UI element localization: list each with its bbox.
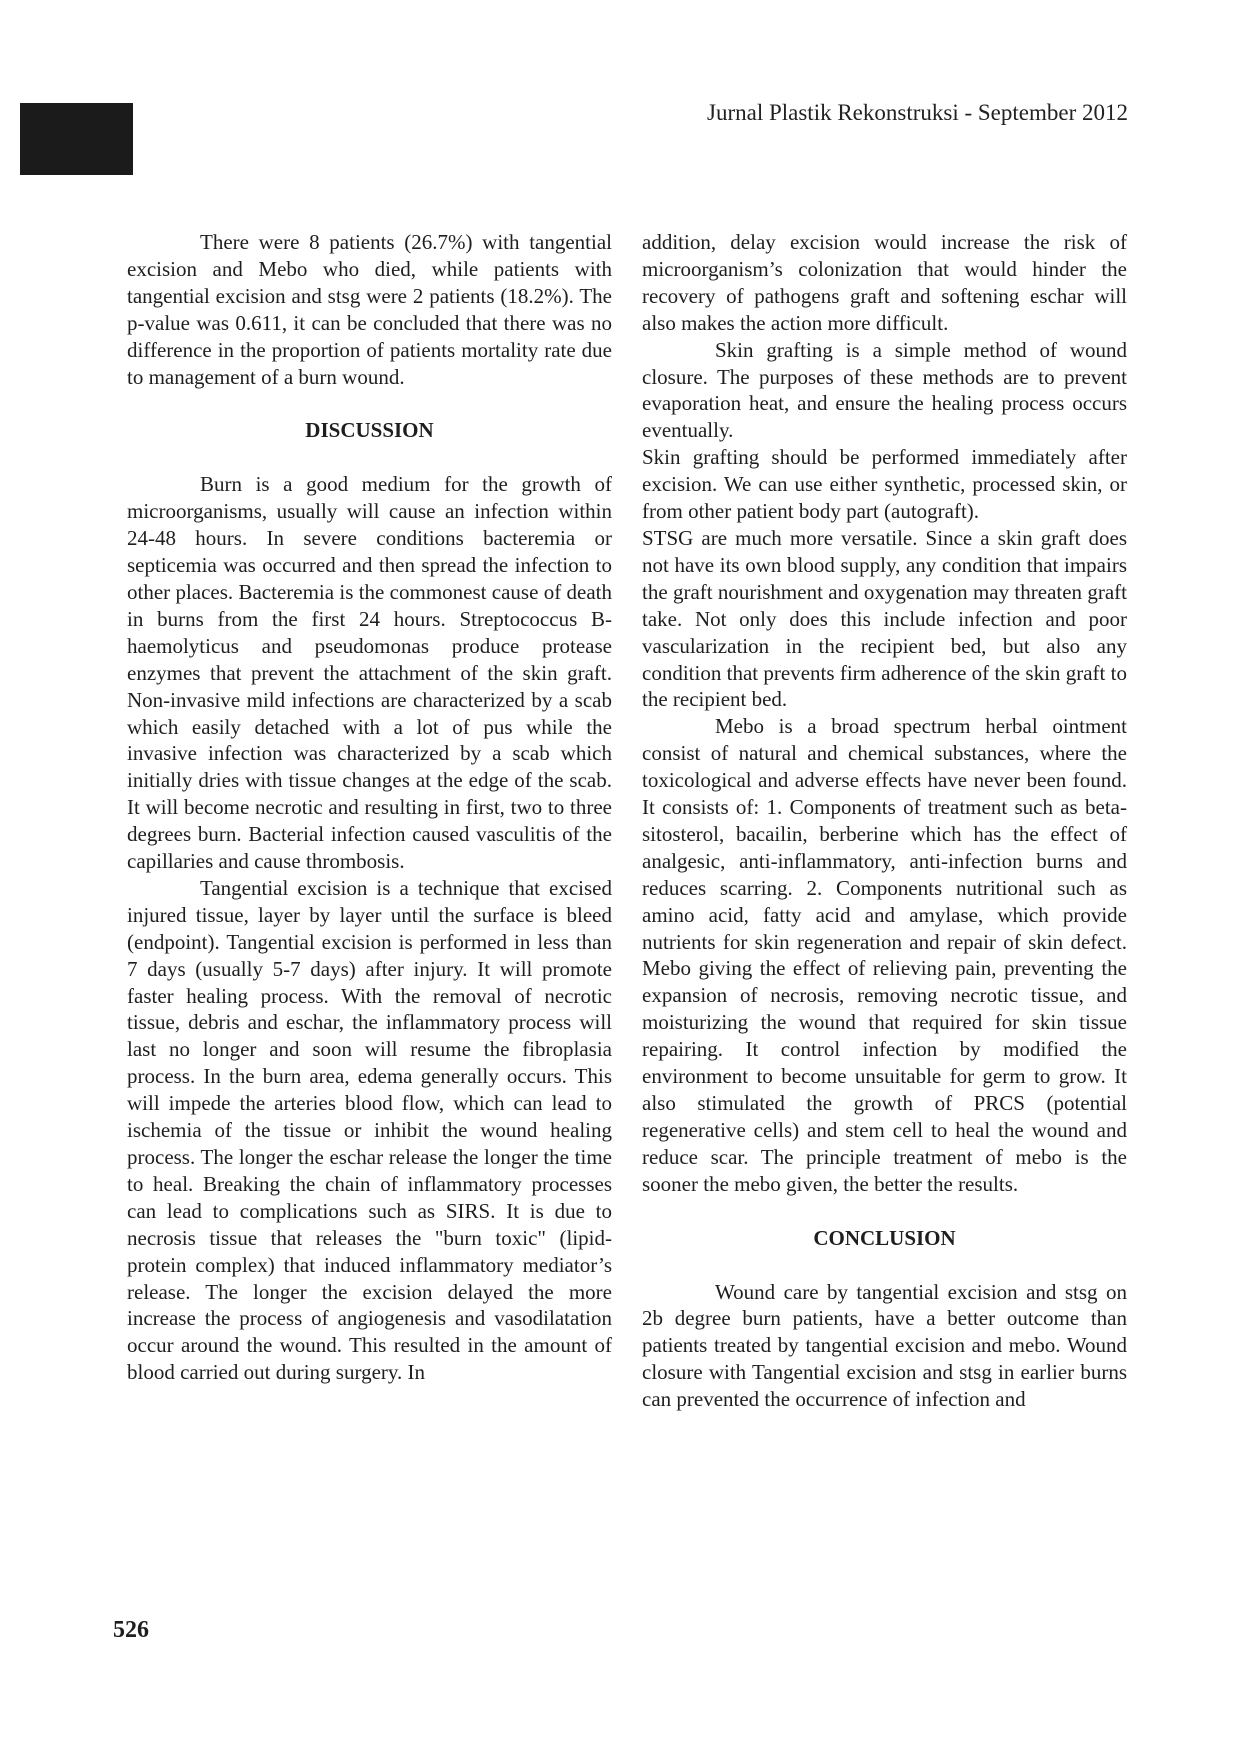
- black-page-tab: [20, 103, 133, 175]
- paragraph: STSG are much more versatile. Since a skin graft does not have its own blood supply, any condition that impairs the graft nourishment and oxygenation may threaten graft take. Not only does this include infection and poor vascularization in the recipient bed, but also any condition that prevents firm adherence of the skin graft to the recipient bed.: [642, 525, 1127, 712]
- paragraph: Tangential excision is a technique that excised injured tissue, layer by layer until the surface is bleed (endpoint). Tangential excision is performed in less than 7 days (usually 5-7 days) after injury. It will promote faster healing process. With the removal of necrotic tissue, debris and eschar, the inflammatory process will last no longer and soon will resume the fibroplasia process. In the burn area, edema generally occurs. This will impede the arteries blood flow, which can lead to ischemia of the tissue or inhibit the wound healing process. The longer the eschar release the longer the time to heal. Breaking the chain of inflammatory processes can lead to complications such as SIRS. It is due to necrosis tissue that releases the "burn toxic" (lipid-protein complex) that induced inflammatory mediator’s release. The longer the excision delayed the more increase the process of angiogenesis and vasodilatation occur around the wound. This resulted in the amount of blood carried out during surgery. In: [127, 875, 612, 1385]
- paragraph: Skin grafting should be performed immediately after excision. We can use either synthetic, processed skin, or from other patient body part (autograft).: [642, 445, 1127, 524]
- paragraph: There were 8 patients (26.7%) with tangential excision and Mebo who died, while patients with tangential excision and stsg were 2 patients (18.2%). The p-value was 0.611, it can be concluded that there was no difference in the proportion of patients mortality rate due to management of a burn wound.: [127, 230, 612, 389]
- discussion-heading: DISCUSSION: [305, 418, 434, 443]
- page-number: 526: [113, 1617, 149, 1643]
- paragraph: Mebo is a broad spectrum herbal ointment consist of natural and chemical substances, where the toxicological and adverse effects have never been found. It consists of: 1. Components of treatment such as beta-sitosterol, bacailin, berberine which has the effect of analgesic, anti-inflammatory, anti-infection burns and reduces scarring. 2. Components nutritional such as amino acid, fatty acid and amylase, which provide nutrients for skin regeneration and repair of skin defect. Mebo giving the effect of relieving pain, preventing the expansion of necrosis, removing necrotic tissue, and moisturizing the wound that required for skin tissue repairing. It control infection by modified the environment to become unsuitable for germ to grow. It also stimulated the growth of PRCS (potential regenerative cells) and stem cell to heal the wound and reduce scar. The principle treatment of mebo is the sooner the mebo given, the better the results.: [642, 714, 1127, 1196]
- paragraph: Burn is a good medium for the growth of microorganisms, usually will cause an infection within 24-48 hours. In severe conditions bacteremia or septicemia was occurred and then spread the infection to other places. Bacteremia is the commonest cause of death in burns from the first 24 hours. Streptococcus B-haemolyticus and pseudomonas produce protease enzymes that prevent the attachment of the skin graft. Non-invasive mild infections are characterized by a scab which easily detached with a lot of pus while the invasive infection was characterized by a scab which initially dries with tissue changes at the edge of the scab. It will become necrotic and resulting in first, two to three degrees burn. Bacterial infection caused vasculitis of the capillaries and cause thrombosis.: [127, 472, 612, 874]
- left-column: [127, 229, 612, 1386]
- journal-header: Jurnal Plastik Rekonstruksi - September 2012: [707, 100, 1128, 125]
- paragraph: Wound care by tangential excision and stsg on 2b degree burn patients, have a better outcome than patients treated by tangential excision and mebo. Wound closure with Tangential excision and stsg in earlier burns can prevented the occurrence of infection and: [642, 1279, 1127, 1412]
- paragraph: Skin grafting is a simple method of wound closure. The purposes of these methods are to prevent evaporation heat, and ensure the healing process occurs eventually.: [642, 337, 1127, 443]
- conclusion-heading: CONCLUSION: [813, 1225, 956, 1250]
- right-column: [642, 229, 1127, 1413]
- paragraph: addition, delay excision would increase the risk of microorganism’s colonization that would hinder the recovery of pathogens graft and softening eschar will also makes the action more difficult.: [642, 230, 1127, 335]
